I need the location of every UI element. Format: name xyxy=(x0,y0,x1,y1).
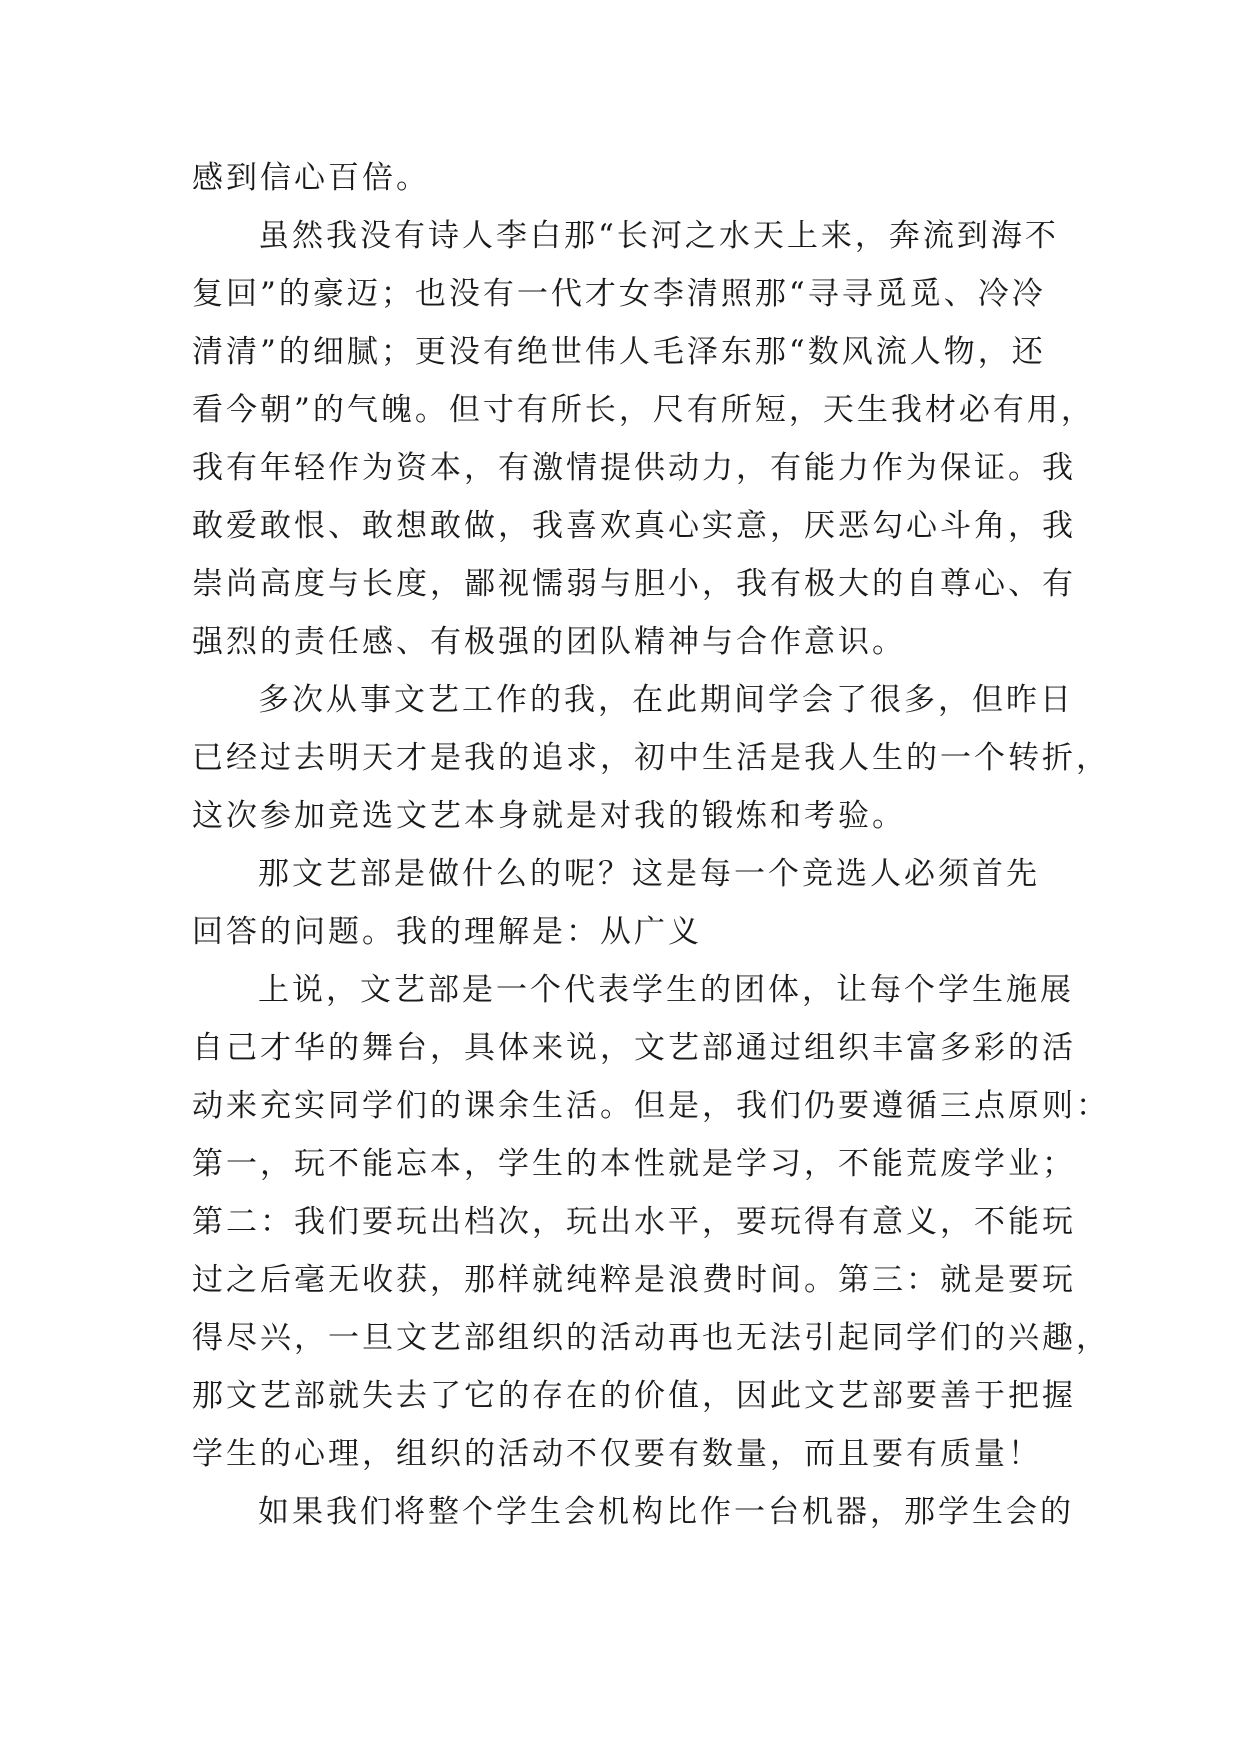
text-line: 虽然我没有诗人李白那“长河之水天上来，奔流到海不 xyxy=(258,218,1059,254)
text-line: 回答的问题。我的理解是：从广义 xyxy=(192,914,702,950)
text-line: 上说，文艺部是一个代表学生的团体，让每个学生施展 xyxy=(258,972,1074,1008)
text-line: 那文艺部就失去了它的存在的价值，因此文艺部要善于把握 xyxy=(192,1378,1076,1414)
text-line: 复回”的豪迈；也没有一代才女李清照那“寻寻觅觅、冷冷 xyxy=(192,276,1046,312)
text-line: 感到信心百倍。 xyxy=(192,160,430,196)
text-line: 强烈的责任感、有极强的团队精神与合作意识。 xyxy=(192,624,906,660)
text-line: 敢爱敢恨、敢想敢做，我喜欢真心实意，厌恶勾心斗角，我 xyxy=(192,508,1076,544)
text-line: 得尽兴，一旦文艺部组织的活动再也无法引起同学们的兴趣， xyxy=(192,1320,1110,1356)
text-line: 动来充实同学们的课余生活。但是，我们仍要遵循三点原则： xyxy=(192,1088,1110,1124)
text-line: 过之后毫无收获，那样就纯粹是浪费时间。第三：就是要玩 xyxy=(192,1262,1076,1298)
text-line: 学生的心理，组织的活动不仅要有数量，而且要有质量！ xyxy=(192,1436,1042,1472)
text-line: 清清”的细腻；更没有绝世伟人毛泽东那“数风流人物，还 xyxy=(192,334,1046,370)
text-line: 如果我们将整个学生会机构比作一台机器，那学生会的 xyxy=(258,1494,1074,1530)
text-line: 那文艺部是做什么的呢？这是每一个竞选人必须首先 xyxy=(258,856,1040,892)
text-line: 我有年轻作为资本，有激情提供动力，有能力作为保证。我 xyxy=(192,450,1076,486)
text-line: 这次参加竞选文艺本身就是对我的锻炼和考验。 xyxy=(192,798,906,834)
text-line: 第一，玩不能忘本，学生的本性就是学习，不能荒废学业； xyxy=(192,1146,1076,1182)
text-line: 已经过去明天才是我的追求，初中生活是我人生的一个转折， xyxy=(192,740,1110,776)
text-line: 多次从事文艺工作的我，在此期间学会了很多，但昨日 xyxy=(258,682,1074,718)
text-line: 看今朝”的气魄。但寸有所长，尺有所短，天生我材必有用， xyxy=(192,392,1095,428)
text-line: 自己才华的舞台，具体来说，文艺部通过组织丰富多彩的活 xyxy=(192,1030,1076,1066)
text-line: 崇尚高度与长度，鄙视懦弱与胆小，我有极大的自尊心、有 xyxy=(192,566,1076,602)
text-line: 第二：我们要玩出档次，玩出水平，要玩得有意义，不能玩 xyxy=(192,1204,1076,1240)
